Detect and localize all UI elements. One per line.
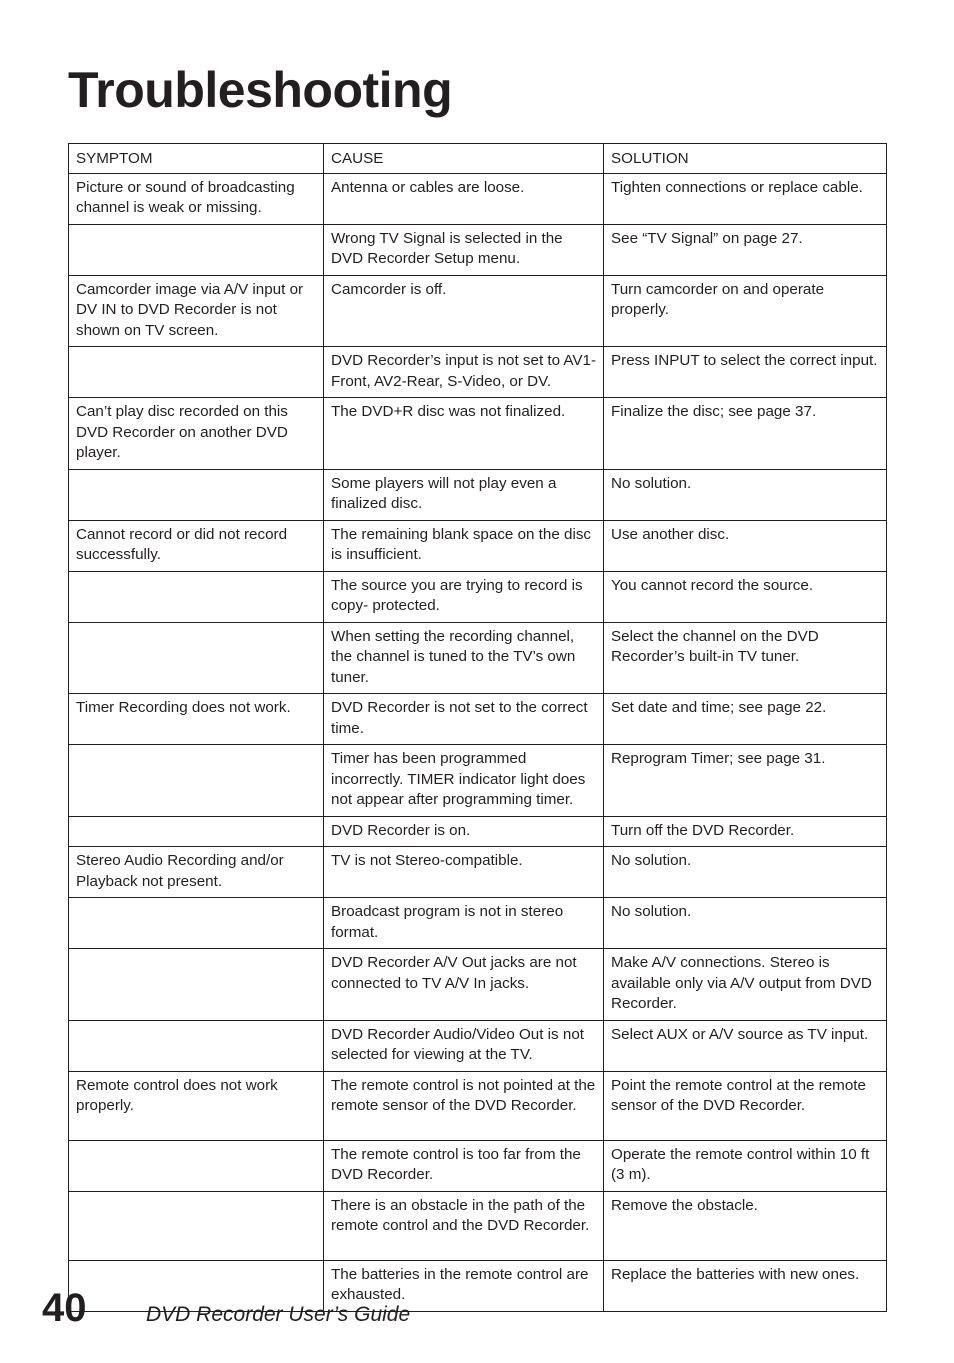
solution-cell: Reprogram Timer; see page 31. [604, 745, 887, 817]
solution-cell: See “TV Signal” on page 27. [604, 224, 887, 275]
cause-cell: Timer has been programmed incorrectly. TIMER indicator light does not appear after programming timer. [324, 745, 604, 817]
solution-cell: Make A/V connections. Stereo is available only via A/V output from DVD Recorder. [604, 949, 887, 1021]
symptom-cell [69, 949, 324, 1021]
table-row [69, 745, 887, 817]
cause-cell: Some players will not play even a finalized disc. [324, 469, 604, 520]
cause-cell: DVD Recorder is not set to the correct time. [324, 694, 604, 745]
table-row [69, 571, 887, 622]
table-row [69, 173, 887, 224]
solution-cell: Remove the obstacle. [604, 1191, 887, 1260]
symptom-cell: Picture or sound of broadcasting channel is weak or missing. [69, 173, 324, 224]
solution-cell: Use another disc. [604, 520, 887, 571]
table-row [69, 1071, 887, 1140]
symptom-cell: Remote control does not work properly. [69, 1071, 324, 1140]
solution-cell: Set date and time; see page 22. [604, 694, 887, 745]
symptom-cell: Cannot record or did not record successfully. [69, 520, 324, 571]
cause-cell: The batteries in the remote control are exhausted. [324, 1260, 604, 1311]
cause-cell: The remaining blank space on the disc is insufficient. [324, 520, 604, 571]
symptom-cell: Timer Recording does not work. [69, 694, 324, 745]
cause-cell: DVD Recorder’s input is not set to AV1-Front, AV2-Rear, S-Video, or DV. [324, 347, 604, 398]
table-body [69, 173, 887, 1311]
cause-cell: Camcorder is off. [324, 275, 604, 347]
solution-cell: Operate the remote control within 10 ft (3 m). [604, 1140, 887, 1191]
solution-cell: Replace the batteries with new ones. [604, 1260, 887, 1311]
table-row [69, 469, 887, 520]
page-number: 40 [42, 1286, 87, 1330]
symptom-cell [69, 347, 324, 398]
cause-cell: The remote control is not pointed at the remote sensor of the DVD Recorder. [324, 1071, 604, 1140]
solution-cell: No solution. [604, 898, 887, 949]
cause-cell: Antenna or cables are loose. [324, 173, 604, 224]
solution-cell: Point the remote control at the remote sensor of the DVD Recorder. [604, 1071, 887, 1140]
solution-cell: No solution. [604, 469, 887, 520]
solution-cell: Select AUX or A/V source as TV input. [604, 1020, 887, 1071]
solution-cell: Select the channel on the DVD Recorder’s built-in TV tuner. [604, 622, 887, 694]
symptom-cell [69, 571, 324, 622]
table-row [69, 622, 887, 694]
cause-cell: The remote control is too far from the DVD Recorder. [324, 1140, 604, 1191]
table-row [69, 275, 887, 347]
column-header-solution: SOLUTION [604, 144, 887, 174]
troubleshooting-table [68, 143, 887, 1312]
cause-cell: Wrong TV Signal is selected in the DVD Recorder Setup menu. [324, 224, 604, 275]
table-row [69, 520, 887, 571]
table-row [69, 398, 887, 470]
symptom-cell [69, 745, 324, 817]
column-header-cause: CAUSE [324, 144, 604, 174]
page-title: Troubleshooting [68, 62, 453, 118]
table-row [69, 1020, 887, 1071]
symptom-cell [69, 898, 324, 949]
cause-cell: The DVD+R disc was not finalized. [324, 398, 604, 470]
cause-cell: DVD Recorder Audio/Video Out is not selected for viewing at the TV. [324, 1020, 604, 1071]
symptom-cell [69, 1140, 324, 1191]
symptom-cell [69, 224, 324, 275]
table-row [69, 1191, 887, 1260]
solution-cell: You cannot record the source. [604, 571, 887, 622]
solution-cell: Turn off the DVD Recorder. [604, 816, 887, 847]
symptom-cell: Camcorder image via A/V input or DV IN to DVD Recorder is not shown on TV screen. [69, 275, 324, 347]
cause-cell: TV is not Stereo-compatible. [324, 847, 604, 898]
cause-cell: The source you are trying to record is copy- protected. [324, 571, 604, 622]
cause-cell: Broadcast program is not in stereo format. [324, 898, 604, 949]
table-row [69, 224, 887, 275]
table-row [69, 694, 887, 745]
cause-cell: DVD Recorder A/V Out jacks are not connected to TV A/V In jacks. [324, 949, 604, 1021]
symptom-cell [69, 1191, 324, 1260]
symptom-cell [69, 622, 324, 694]
symptom-cell: Can’t play disc recorded on this DVD Recorder on another DVD player. [69, 398, 324, 470]
table-row [69, 898, 887, 949]
footer-title: DVD Recorder User’s Guide [146, 1303, 411, 1326]
solution-cell: No solution. [604, 847, 887, 898]
solution-cell: Press INPUT to select the correct input. [604, 347, 887, 398]
solution-cell: Finalize the disc; see page 37. [604, 398, 887, 470]
symptom-cell: Stereo Audio Recording and/or Playback not present. [69, 847, 324, 898]
symptom-cell [69, 469, 324, 520]
table-row [69, 347, 887, 398]
solution-cell: Turn camcorder on and operate properly. [604, 275, 887, 347]
cause-cell: There is an obstacle in the path of the remote control and the DVD Recorder. [324, 1191, 604, 1260]
table-row [69, 816, 887, 847]
solution-cell: Tighten connections or replace cable. [604, 173, 887, 224]
symptom-cell [69, 816, 324, 847]
cause-cell: When setting the recording channel, the channel is tuned to the TV’s own tuner. [324, 622, 604, 694]
column-header-symptom: SYMPTOM [69, 144, 324, 174]
table-row [69, 1140, 887, 1191]
cause-cell: DVD Recorder is on. [324, 816, 604, 847]
table-row [69, 949, 887, 1021]
table-header-row [69, 144, 887, 174]
symptom-cell [69, 1020, 324, 1071]
table-row [69, 847, 887, 898]
